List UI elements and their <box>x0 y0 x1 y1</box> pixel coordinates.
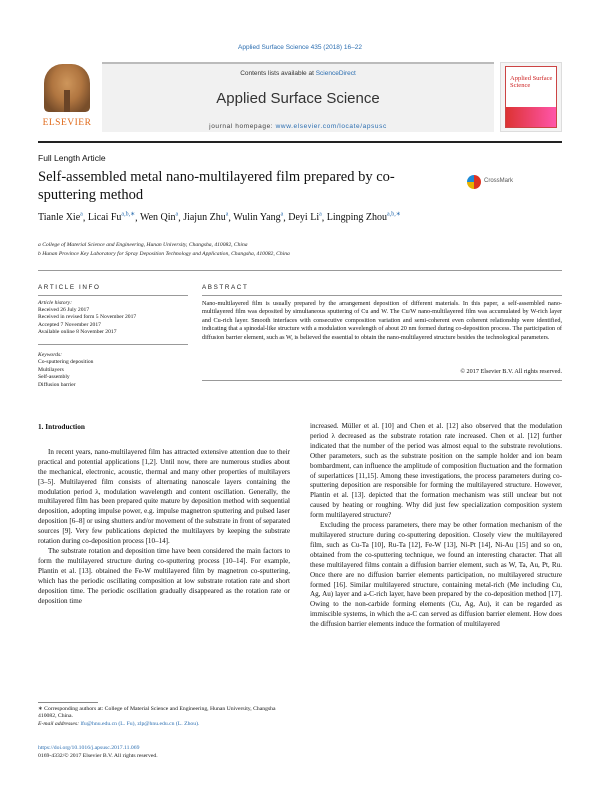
article-info-label: ARTICLE INFO <box>38 284 101 291</box>
journal-masthead <box>38 62 562 138</box>
homepage-link[interactable]: www.elsevier.com/locate/apsusc <box>275 123 387 130</box>
cover-band <box>506 107 556 127</box>
affiliation-divider <box>38 270 562 271</box>
author[interactable]: Wulin Yang$^a$ <box>233 212 284 224</box>
body-column-left <box>38 422 290 606</box>
history-item: Accepted 7 November 2017 <box>38 321 101 328</box>
abstract-copyright: © 2017 Elsevier B.V. All rights reserved. <box>460 368 562 375</box>
journal-title: Applied Surface Science <box>216 90 380 107</box>
info-divider <box>38 295 188 296</box>
cover-title: Applied Surface Science <box>510 75 553 89</box>
journal-homepage <box>102 123 494 130</box>
author[interactable]: Wen Qin$^a$ <box>139 212 179 224</box>
keyword: Self-assembly <box>38 374 70 381</box>
author[interactable]: Tianle Xie$^a$ <box>38 212 83 224</box>
author[interactable]: Jiajun Zhu$^a$ <box>183 212 229 224</box>
history-item: Received 26 July 2017 <box>38 307 90 314</box>
body-paragraph: The substrate rotation and deposition time have been considered the main factors to form the multilayered structure during co-sputtering process [10–14]. For example, Plantin et al. [13]. obtained the Fe-W multilayered film by magnetron co-sputtering, which has the periodic oscillating composition at low substrate rotation rate and short deposition time. The periodic oscillation gradually disappeared as the rotation rate or deposition time <box>38 546 290 605</box>
author[interactable]: Licai $Fu^{a,b,∗}$ <box>87 212 136 224</box>
article-history <box>38 300 188 336</box>
body-paragraph: Excluding the process parameters, there may be other formation mechanism of the multilayered structure during co-sputtering deposition. Closely view the multilayered film, such as Cu-Ta [10], Ru-Ta [12], Fe-W [13], Ni-Pt [14], Ni-Au [15] and so on, obtained from the co-sputtering technique, we found an interesting character. That all these multilayered films contain a diffusion barrier element, such as W, Ta, Au, Pt, Ru. Once there are no diffusion barrier elements participation, no multilayered structure formed [16]. Similar multilayered structure, containing metal-rich (Me including Cu, Ag, Au) layer and a-C-rich layer, have been prepared by the co-deposition method [17]. Owing to the non-carbide forming elements (Cu, Ag, Au), it can be regarded as immiscible systems, in which the a-C can served as diffusion barrier element. How does the diffusion barrier elements induce the formation of multilayered <box>310 521 562 629</box>
email-line <box>38 721 290 728</box>
body-paragraph: In recent years, nano-multilayered film has attracted extensive attention due to their practical and potential applications [1,2]. Until now, there are numerous studies about the mechanical, electronic, acoustic, thermal and many other properties of multilayers [3–5]. Multilayered film consists of alternating nanoscale layers containing the modulation period λ, modulation wavelength and content oscillation. Generally, the multilayered film has been prepared quite mature by deposition method with sequential deposition, adopting impulse power, e.g. impulse magnetron sputtering and pulsed laser deposition [6–8] or using shutters and/or movement of the substrate in front of separated sources [9]. Very few publications depicted the multilayers by keeping the substrate rotation during co-deposition process [10–14]. <box>38 447 290 546</box>
email-label: E-mail addresses: <box>38 720 81 727</box>
author-list: Tianle Xie$^a$, Licai $Fu^{a,b,∗}$, Wen Qin$^a$, Jiajun Zhu$^a$, Wulin Yang$^a$, Deyi Li$^a$, Lingping Zhou$^{a,b,∗}$ <box>38 212 401 224</box>
abstract-end-divider <box>202 380 562 381</box>
keyword: Diffusion barrier <box>38 381 76 388</box>
corresponding-author-note: ∗ Corresponding authors at: College of Material Science and Engineering, Hunan University, Changsha 410082, China. <box>38 706 276 720</box>
body-column-right <box>310 422 562 630</box>
elsevier-logo <box>38 62 96 132</box>
keyword: Multilayers <box>38 366 64 373</box>
homepage-prefix: journal homepage: <box>209 123 276 130</box>
elsevier-tree-icon <box>44 64 90 112</box>
crossmark-icon <box>467 175 481 189</box>
history-label: Article history: <box>38 300 73 306</box>
journal-cover-thumbnail <box>500 62 562 132</box>
issn-line: 0169-4332/© 2017 Elsevier B.V. All rights reserved. <box>38 753 158 760</box>
journal-reference[interactable]: Applied Surface Science 435 (2018) 16–22 <box>238 44 362 51</box>
author[interactable]: Lingping Zhou$^{a,b,∗}$ <box>326 212 401 224</box>
contents-line <box>102 70 494 77</box>
author[interactable]: Deyi Li$^a$ <box>288 212 322 224</box>
header-divider <box>38 141 562 143</box>
email-addresses[interactable]: lfu@hnu.edu.cn (L. Fu), zlp@hnu.edu.cn (L. Zhou). <box>80 720 200 727</box>
crossmark-label: CrossMark <box>484 178 514 184</box>
doi-link[interactable]: https://doi.org/10.1016/j.apsusc.2017.11.069 <box>38 745 140 751</box>
doi-block <box>38 744 158 760</box>
footnote-divider <box>38 702 98 703</box>
affiliation-a: a College of Material Science and Engineering, Hunan University, Changsha, 410082, China <box>38 242 248 248</box>
section-heading: 1. Introduction <box>38 422 85 431</box>
journal-banner <box>102 62 494 132</box>
crossmark-badge[interactable] <box>467 175 527 189</box>
body-paragraph: increased. Müller et al. [10] and Chen et al. [12] also observed that the modulation period λ decreased as the substrate rotation rate increased. Chen et al. [12] further indicated that the number of the period was almost equal to the substrate revolutions. Other parameters, such as the substrate position on the sample holder and ion beam bombardment, can influence the amplitude of composition fluctuation and the formation of superlattices [11,15]. Among these investigations, the process parameters during co-sputtering deposition are responsible for forming the multilayered structure. However, Plantin et al. [13]. depicted that the formation mechanism was still unclear but not caused by heating or roughing. Why did just few specialization composition system form multilayered structure? <box>310 422 562 520</box>
history-item: Received in revised form 5 November 2017 <box>38 314 137 321</box>
cover-image <box>505 66 557 128</box>
abstract-text: Nano-multilayered film is usually prepared by the arrangement deposition of different materials. In this paper, a self-assembled nano-multilayered film was deposited by simultaneous sputtering of Cu and W. The Cu/W nano-multilayered film was accumulated by W-rich layer and Cu-rich layer. Smooth interfaces with consecutive composition variation and semi-coherent even coherent relationship were identified, indicating that a spinodal-like structure with a modulation wavelength of about 20 nm formed during co-deposition process. The participation of diffusion barrier element, such as W, is believed the essential to obtain the nano-multilayered structure besides the technological parameters. <box>202 300 562 341</box>
article-title: Self-assembled metal nano-multilayered film prepared by co-sputtering method <box>38 169 395 203</box>
history-divider <box>38 344 188 345</box>
keyword: Co-sputtering deposition <box>38 359 94 366</box>
contents-prefix: Contents lists available at <box>240 70 316 77</box>
keywords <box>38 352 188 389</box>
abstract-divider <box>202 295 562 296</box>
abstract-label: ABSTRACT <box>202 284 249 291</box>
sciencedirect-link[interactable]: ScienceDirect <box>315 70 356 77</box>
article-type: Full Length Article <box>38 153 106 163</box>
footnotes <box>38 706 290 728</box>
keywords-label: Keywords: <box>38 352 63 358</box>
publisher-name: ELSEVIER <box>42 118 92 128</box>
history-item: Available online 8 November 2017 <box>38 328 117 335</box>
affiliation-b: b Hunan Province Key Laboratory for Spray Deposition Technology and Application, Changsha, 410082, China <box>38 251 290 257</box>
